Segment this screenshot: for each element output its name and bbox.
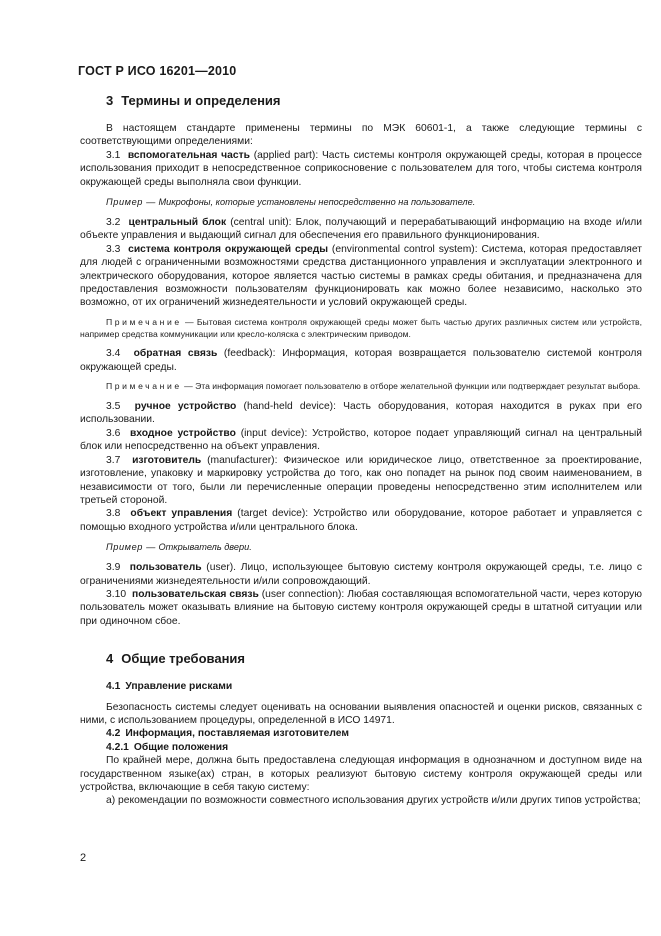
section-title: Термины и определения	[121, 93, 281, 108]
definition-text: (manufacturer): Физическое или юридическое лицо, ответственное за проектирование, изготовление, упаковку и маркировку устройства до того, как оно попадет на рынок под своим наименованием, в независимости от того, были ли перечисленные операции проведены непосредственно этим исполнителем или третьей стороной.	[80, 454, 642, 506]
clause-number: 3.9	[106, 562, 121, 574]
clause-number: 3.2	[106, 217, 121, 229]
term: изготовитель	[132, 454, 202, 466]
term: ручное устройство	[134, 401, 237, 413]
example-text: Микрофоны, которые установлены непосредственно на пользователе.	[155, 197, 476, 208]
clause-number: 3.3	[106, 243, 121, 255]
definition-3-10	[80, 588, 642, 628]
term: центральный блок	[128, 217, 227, 229]
page-content	[80, 92, 642, 808]
term: пользовательская связь	[131, 588, 259, 600]
subsection-4-2-heading	[106, 727, 642, 740]
section-3-intro: В настоящем стандарте применены термины по МЭК 60601-1, а также следующие термины с соответствующими определениями:	[80, 123, 642, 148]
definition-text: (hand-held device): Часть оборудования, которая находится в руках при его использовании.	[80, 401, 642, 426]
section-title: Общие требования	[121, 651, 245, 667]
definition-text: (applied part): Часть системы контроля окружающей среды, которая в процессе использования приходит в непосредственное соприкосновение с пользователем для того, чтобы система контроля окружающей среды выполняла свои функции.	[80, 149, 642, 188]
document-id: ГОСТ Р ИСО 16201—2010	[78, 64, 237, 78]
note-label: Примечание	[106, 316, 182, 327]
section-number: 3	[106, 93, 114, 108]
definition-3-2	[80, 216, 642, 243]
section-number: 4	[106, 651, 114, 667]
paragraph-4-2-1: По крайней мере, должна быть предоставлена следующая информация в однозначном и доступном виде на государственном языке(ах) стран, в которых реализуют бытовую систему контроля окружающей среды или устройства, включающие в себя такую систему:	[80, 755, 642, 794]
definition-text: (environmental control system): Система, которая предоставляет для людей с ограниченными возможностями средства дистанционного управления и эксплуатации электронного и электрического оборудования, которое является частью системы в рамках среды обитания, и предназначена для предоставления возможности пользователям функционировать как можно более независимо, насколько это возможно, от их ограничений жизнедеятельности и условий окружающей среды.	[80, 243, 642, 309]
definition-text: (target device): Устройство или оборудование, которое работает и управляется с помощью входного устройства и/или центрального блока.	[80, 508, 642, 533]
definition-text: (input device): Устройство, которое подает управляющий сигнал на центральный блок или непосредственно на объект управления.	[80, 427, 642, 453]
section-4-heading	[106, 650, 642, 668]
subsection-title: Информация, поставляемая изготовителем	[125, 728, 350, 740]
definition-3-1	[80, 149, 642, 189]
clause-number: 3.1	[106, 149, 121, 161]
term: система контроля окружающей среды	[128, 243, 329, 255]
term: объект управления	[130, 508, 233, 520]
subsection-4-2-1-heading	[106, 741, 642, 754]
definition-3-7	[80, 454, 642, 508]
definition-3-8	[80, 507, 642, 534]
subsection-number: 4.2	[106, 728, 121, 740]
term: пользователь	[129, 562, 202, 574]
subsection-title: Общие положения	[133, 741, 229, 753]
clause-number: 3.6	[106, 427, 121, 439]
definition-text: (user connection): Любая составляющая вспомогательной части, через которую пользователь может оказывать влияние на бытовую систему контроля окружающей среды в штатной ситуации или при одиночном сбое.	[80, 588, 642, 627]
subsection-number: 4.2.1	[106, 741, 129, 753]
subsection-number: 4.1	[106, 681, 121, 693]
term: входное устройство	[129, 427, 236, 439]
definition-3-5	[80, 400, 642, 427]
definition-text: (user). Лицо, использующее бытовую систему контроля окружающей среды, т.е. лицо с ограничениями жизнедеятельности и/или сопровождающий.	[80, 562, 642, 587]
example-label: Пример —	[106, 197, 156, 208]
note-text: — Бытовая система контроля окружающей среды может быть частью других различных систем или устройств, например средства коммуникации или кресло-коляска с электрическим приводом.	[80, 316, 642, 339]
section-3-heading	[106, 92, 642, 110]
clause-number: 3.7	[106, 454, 121, 466]
note-text: — Эта информация помогает пользователю в отборе желательной функции или подтверждает результат выбора.	[181, 381, 641, 392]
term: обратная связь	[133, 348, 218, 360]
example-1	[106, 196, 642, 209]
example-label: Пример —	[106, 542, 156, 553]
clause-number: 3.10	[106, 588, 127, 600]
list-item-a: а) рекомендации по возможности совместного использования других устройств и/или других типов устройства;	[106, 795, 641, 807]
definition-text: (central unit): Блок, получающий и перерабатывающий информацию на входе и/или объекте управления и выдающий сигнал для обеспечения его правильного функционирования.	[80, 217, 642, 242]
example-text: Открыватель двери.	[155, 542, 252, 553]
note-label: Примечание	[106, 381, 182, 392]
definition-text: (feedback): Информация, которая возвращается пользователю системой контроля окружающей среды.	[80, 348, 643, 373]
clause-number: 3.8	[106, 508, 121, 520]
subsection-title: Управление рисками	[125, 681, 233, 693]
page-number: 2	[80, 852, 87, 864]
clause-number: 3.5	[106, 401, 121, 413]
term: вспомогательная часть	[127, 149, 250, 161]
note-1	[80, 317, 642, 341]
definition-3-3	[80, 243, 642, 310]
subsection-4-1-heading	[106, 680, 642, 693]
example-2	[106, 541, 642, 554]
paragraph-4-1: Безопасность системы следует оценивать на основании выявления опасностей и оценки рисков, связанных с ними, с использованием процедуры, определенной в ИСО 14971.	[80, 701, 642, 726]
definition-3-9	[80, 561, 642, 588]
clause-number: 3.4	[106, 348, 121, 360]
definition-3-6	[80, 427, 642, 454]
note-2	[80, 381, 642, 393]
definition-3-4	[80, 347, 642, 374]
